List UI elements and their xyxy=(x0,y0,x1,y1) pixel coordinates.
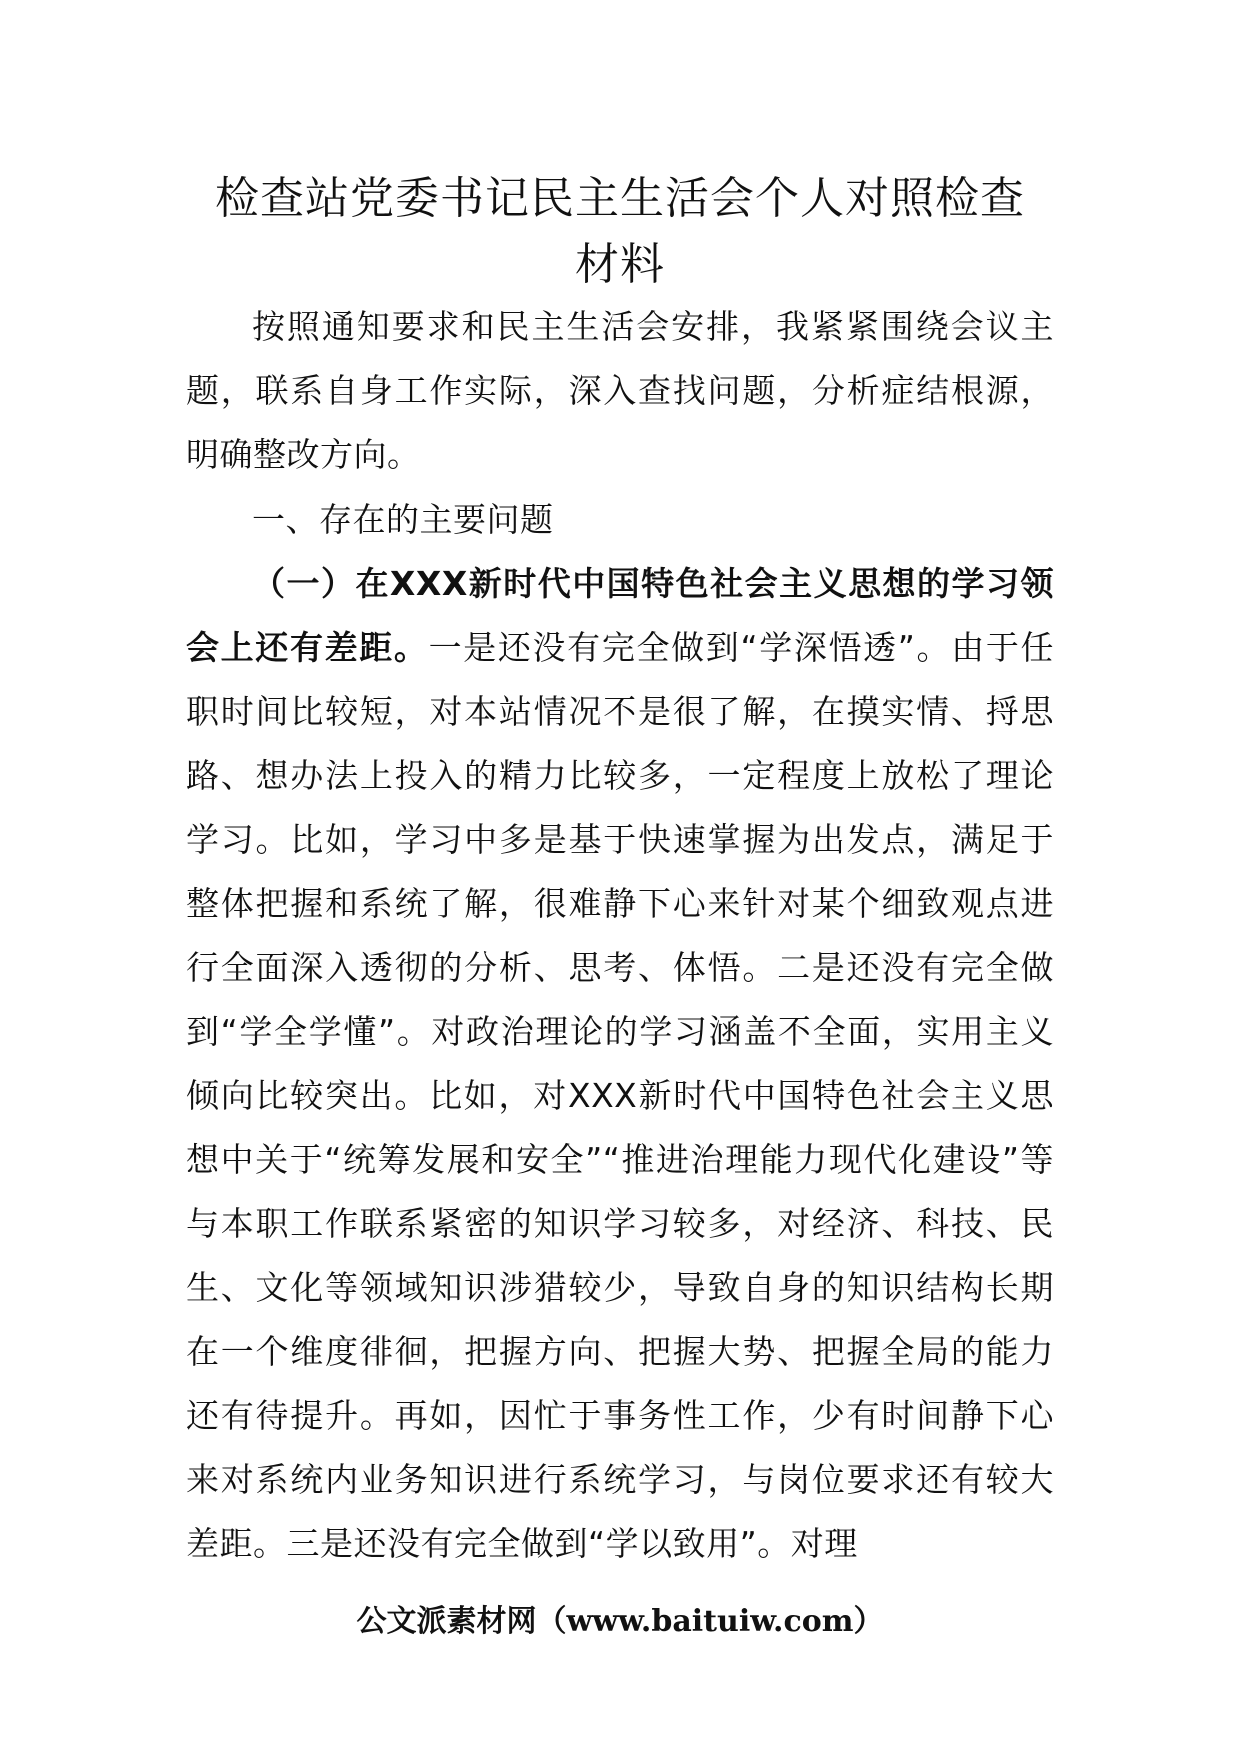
intro-paragraph: 按照通知要求和民主生活会安排，我紧紧围绕会议主题，联系自身工作实际，深入查找问题，分析症结根源，明确整改方向。 xyxy=(186,307,1054,474)
subsection-body-text: 一是还没有完全做到“学深悟透”。由于任职时间比较短，对本站情况不是很了解，在摸实情、捋思路、想办法上投入的精力比较多，一定程度上放松了理论学习。比如，学习中多是基于快速掌握为出发点，满足于整体把握和系统了解，很难静下心来针对某个细致观点进行全面深入透彻的分析、思考、体悟。二是还没有完全做到“学全学懂”。对政治理论的学习涵盖不全面，实用主义倾向比较突出。比如，对XXX新时代中国特色社会主义思想中关于“统筹发展和安全”“推进治理能力现代化建设”等与本职工作联系紧密的知识学习较多，对经济、科技、民生、文化等领域知识涉猎较少，导致自身的知识结构长期在一个维度徘徊，把握方向、把握大势、把握全局的能力还有待提升。再如，因忙于事务性工作，少有时间静下心来对系统内业务知识进行系统学习，与岗位要求还有较大差距。三是还没有完全做到“学以致用”。对理 xyxy=(186,628,1055,1563)
section-heading: 一、存在的主要问题 xyxy=(252,500,554,539)
document-title-line2: 材料 xyxy=(575,239,665,290)
subsection-bold-heading: （一）在XXX新时代中国特色社会主义思想的学习领会上还有差距。 xyxy=(186,564,1054,667)
document-title-line1: 检查站党委书记民主生活会个人对照检查 xyxy=(215,173,1025,224)
subsection-paragraph xyxy=(186,552,1054,1576)
footer-watermark: 公文派素材网（www.baituiw.com） xyxy=(356,1604,884,1639)
